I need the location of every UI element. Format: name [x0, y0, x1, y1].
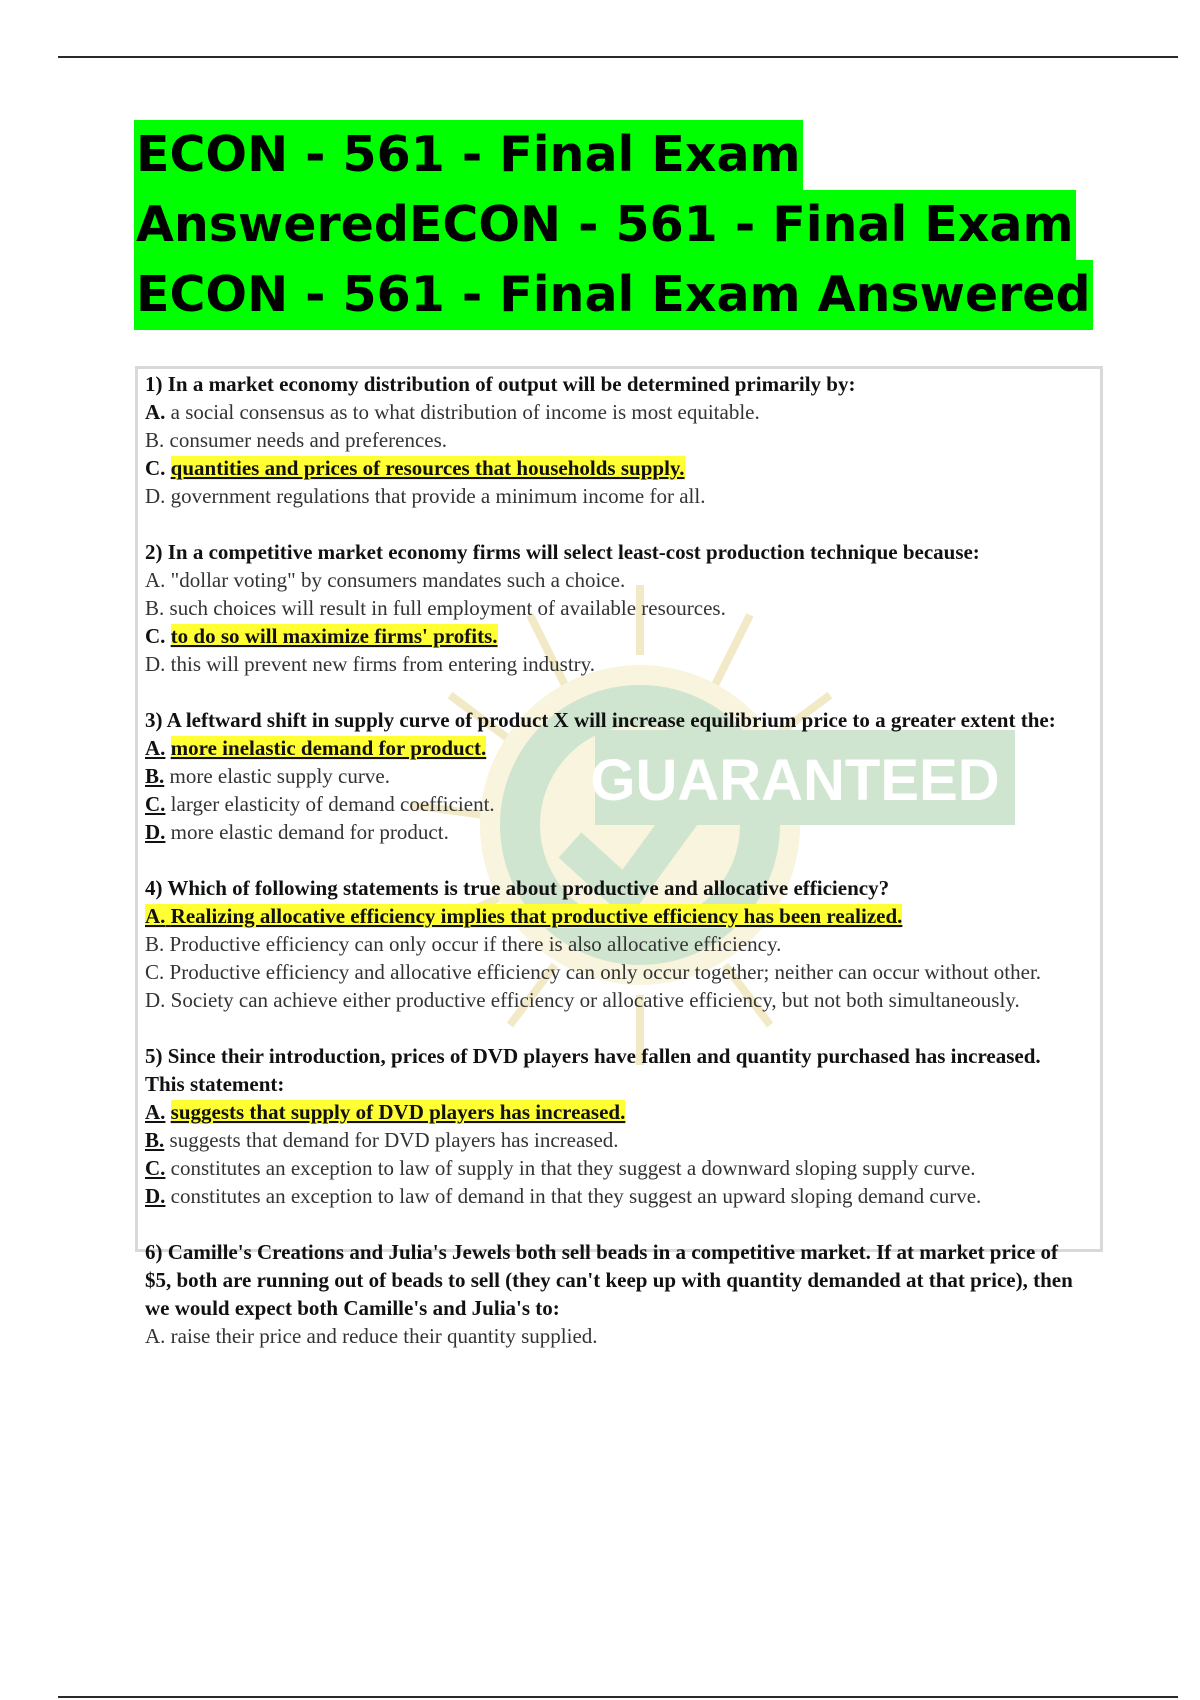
option-b: B. such choices will result in full employment of available resources. — [145, 596, 726, 620]
option-text: this will prevent new firms from entering industry. — [170, 652, 596, 676]
correct-answer-highlight: suggests that supply of DVD players has increased. — [170, 1100, 626, 1124]
bottom-rule — [58, 1696, 1178, 1698]
question-2 — [145, 538, 1085, 678]
question-text: 1) In a market economy distribution of output will be determined primarily by: — [145, 372, 856, 396]
option-text: such choices will result in full employment of available resources. — [169, 596, 726, 620]
option-b: B. suggests that demand for DVD players has increased. — [145, 1128, 619, 1152]
option-text: consumer needs and preferences. — [169, 428, 448, 452]
option-text: government regulations that provide a minimum income for all. — [170, 484, 706, 508]
question-text: 5) Since their introduction, prices of DVD players have fallen and quantity purchased has increased. This statement: — [145, 1044, 1041, 1096]
option-text: a social consensus as to what distribution of income is most equitable. — [170, 400, 760, 424]
question-6 — [145, 1238, 1085, 1350]
option-c: C. constitutes an exception to law of supply in that they suggest a downward sloping supply curve. — [145, 1156, 976, 1180]
title-line-1: ECON - 561 - Final Exam — [134, 120, 803, 190]
option-text: "dollar voting" by consumers mandates such a choice. — [170, 568, 626, 592]
option-c: C. larger elasticity of demand coefficient. — [145, 792, 495, 816]
option-c: C. Productive efficiency and allocative efficiency can only occur together; neither can occur without other. — [145, 960, 1042, 984]
option-a-correct: A. more inelastic demand for product. — [145, 736, 487, 760]
option-c-correct: C. quantities and prices of resources that households supply. — [145, 456, 685, 480]
option-d: D. this will prevent new firms from entering industry. — [145, 652, 596, 676]
correct-answer-highlight: more inelastic demand for product. — [170, 736, 487, 760]
question-3 — [145, 706, 1085, 846]
title-line-3: ECON - 561 - Final Exam Answered — [134, 260, 1093, 330]
option-d: D. more elastic demand for product. — [145, 820, 449, 844]
option-text: more elastic demand for product. — [170, 820, 449, 844]
option-a: A. a social consensus as to what distribution of income is most equitable. — [145, 400, 760, 424]
option-b: B. Productive efficiency can only occur if there is also allocative efficiency. — [145, 932, 782, 956]
correct-answer-highlight: quantities and prices of resources that households supply. — [170, 456, 685, 480]
title-line-2: AnsweredECON - 561 - Final Exam — [134, 190, 1076, 260]
question-text: 6) Camille's Creations and Julia's Jewels both sell beads in a competitive market. If at market price of $5, both are running out of beads to sell (they can't keep up with quantity demanded at that price), then we would expect both Camille's and Julia's to: — [145, 1240, 1073, 1320]
option-text: raise their price and reduce their quantity supplied. — [170, 1324, 598, 1348]
option-a: A. "dollar voting" by consumers mandates such a choice. — [145, 568, 626, 592]
option-c-correct: C. to do so will maximize firms' profits. — [145, 624, 498, 648]
correct-answer-highlight: Realizing allocative efficiency implies that productive efficiency has been realized. — [170, 904, 903, 928]
question-4 — [145, 874, 1085, 1014]
option-d: D. Society can achieve either productive efficiency or allocative efficiency, but not both simultaneously. — [145, 988, 1020, 1012]
option-d: D. government regulations that provide a minimum income for all. — [145, 484, 706, 508]
top-rule — [58, 56, 1178, 58]
option-a-correct: A. Realizing allocative efficiency implies that productive efficiency has been realized. — [145, 904, 903, 928]
question-text: 3) A leftward shift in supply curve of product X will increase equilibrium price to a greater extent the: — [145, 708, 1056, 732]
option-text: constitutes an exception to law of demand in that they suggest an upward sloping demand curve. — [170, 1184, 982, 1208]
question-text: 2) In a competitive market economy firms will select least-cost production technique because: — [145, 540, 980, 564]
option-text: Productive efficiency can only occur if there is also allocative efficiency. — [169, 932, 782, 956]
correct-answer-highlight: to do so will maximize firms' profits. — [170, 624, 498, 648]
document-title — [134, 120, 1093, 330]
option-text: larger elasticity of demand coefficient. — [170, 792, 495, 816]
option-a-correct: A. suggests that supply of DVD players has increased. — [145, 1100, 626, 1124]
watermark-text: GUARANTEED — [590, 748, 1000, 813]
option-text: Productive efficiency and allocative efficiency can only occur together; neither can occur without other. — [169, 960, 1042, 984]
option-text: suggests that demand for DVD players has increased. — [169, 1128, 619, 1152]
option-text: Society can achieve either productive efficiency or allocative efficiency, but not both simultaneously. — [170, 988, 1020, 1012]
question-list — [145, 370, 1085, 1378]
option-text: constitutes an exception to law of supply in that they suggest a downward sloping supply curve. — [170, 1156, 976, 1180]
question-text: 4) Which of following statements is true about productive and allocative efficiency? — [145, 876, 890, 900]
option-a: A. raise their price and reduce their quantity supplied. — [145, 1324, 598, 1348]
option-b: B. consumer needs and preferences. — [145, 428, 448, 452]
option-text: more elastic supply curve. — [169, 764, 390, 788]
question-1 — [145, 370, 1085, 510]
option-b: B. more elastic supply curve. — [145, 764, 390, 788]
question-5 — [145, 1042, 1085, 1210]
option-d: D. constitutes an exception to law of demand in that they suggest an upward sloping demand curve. — [145, 1184, 982, 1208]
